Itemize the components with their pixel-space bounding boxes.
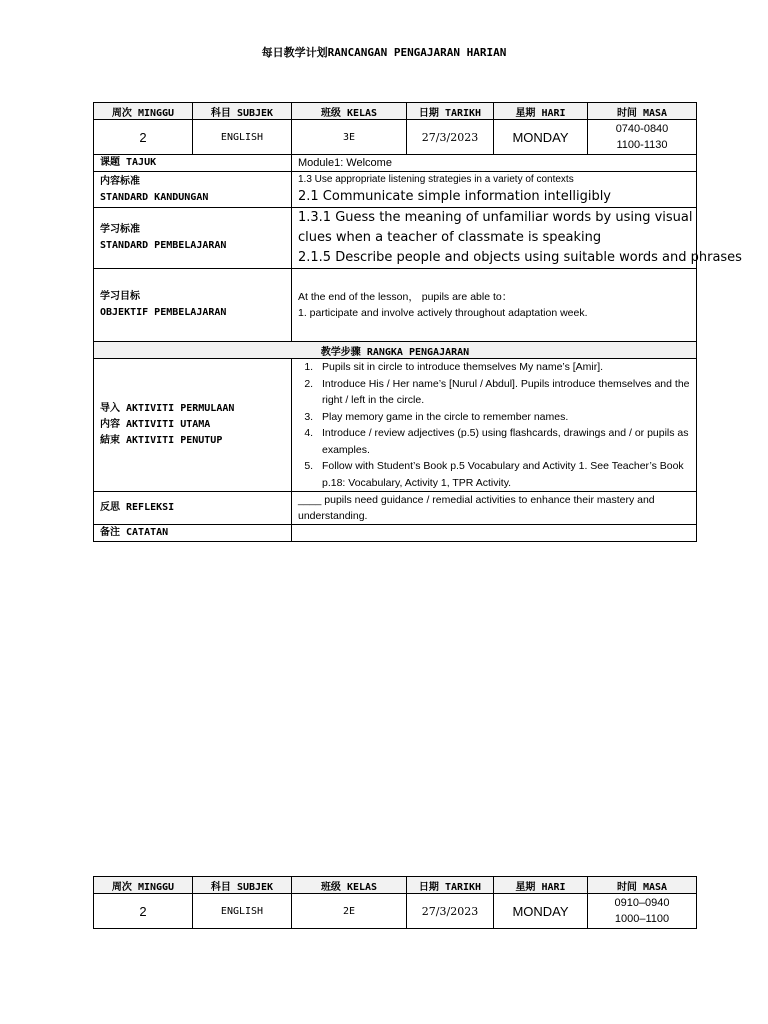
- objektif-label: [94, 269, 292, 342]
- header-kelas: 班级 KELAS: [292, 103, 407, 120]
- tajuk-row: [94, 155, 697, 172]
- lesson-plan-table: [93, 102, 742, 542]
- refleksi-value: ____ pupils need guidance / remedial activities to enhance their mastery and understanding.: [292, 492, 697, 525]
- pembelajaran-label-ms: STANDARD PEMBELAJARAN: [100, 240, 227, 251]
- pembelajaran-line-2: 2.1.5 Describe people and objects using suitable words and phrases: [298, 250, 742, 265]
- kandungan-row: [94, 172, 697, 208]
- objektif-label-cn: 学习目标: [100, 291, 140, 302]
- header-tarikh: 日期 TARIKH: [407, 103, 494, 120]
- minggu-value: 2: [94, 120, 193, 155]
- objektif-content: [292, 269, 697, 342]
- rangka-header: 教学步骤 RANGKA PENGAJARAN: [94, 342, 697, 359]
- rangka-row: [94, 342, 697, 359]
- masa-value: [588, 120, 697, 155]
- kandungan-label: [94, 172, 292, 208]
- objektif-line-2: 1. participate and involve actively throughout adaptation week.: [298, 307, 588, 319]
- hari-value: MONDAY: [494, 120, 588, 155]
- tarikh-value: 27/3/2023: [407, 894, 494, 929]
- aktiviti-label: [94, 359, 292, 492]
- aktiviti-step: 1. Pupils sit in circle to introduce themselves My name’s [Amir].: [316, 359, 696, 376]
- header-hari: 星期 HARI: [494, 103, 588, 120]
- header-minggu: 周次 MINGGU: [94, 103, 193, 120]
- kelas-value: 3E: [292, 120, 407, 155]
- kelas-value: 2E: [292, 894, 407, 929]
- kandungan-line-1: 1.3 Use appropriate listening strategies in a variety of contexts: [298, 173, 574, 185]
- aktiviti-row: [94, 359, 697, 492]
- refleksi-label: 反思 REFLEKSI: [94, 492, 292, 525]
- pembelajaran-row: [94, 208, 697, 269]
- masa-slot-1: 0910–0940: [614, 897, 670, 909]
- header-subjek: 科目 SUBJEK: [193, 877, 292, 894]
- masa-slot-1: 0740-0840: [615, 123, 669, 135]
- kandungan-label-ms: STANDARD KANDUNGAN: [100, 191, 209, 203]
- document-title: 每日教学计划RANCANGAN PENGAJARAN HARIAN: [261, 46, 507, 59]
- minggu-value: 2: [94, 894, 193, 929]
- catatan-label: 备注 CATATAN: [94, 525, 292, 542]
- header-masa: 时间 MASA: [588, 103, 697, 120]
- tarikh-value: 27/3/2023: [407, 120, 494, 155]
- catatan-row: [94, 525, 697, 542]
- aktiviti-label-penutup: 結束 AKTIVITI PENUTUP: [100, 435, 223, 446]
- catatan-value: [292, 525, 697, 542]
- tajuk-label: 课题 TAJUK: [94, 155, 292, 172]
- masa-slot-2: 1100-1130: [616, 139, 668, 151]
- pembelajaran-line-1: 1.3.1 Guess the meaning of unfamiliar words by using visual clues when a teacher of classmate is speaking: [298, 210, 693, 245]
- aktiviti-steps: [296, 359, 696, 491]
- kandungan-label-cn: 内容标准: [100, 175, 140, 187]
- objektif-line-1: At the end of the lesson， pupils are able to：: [298, 291, 513, 303]
- aktiviti-label-utama: 内容 AKTIVITI UTAMA: [100, 419, 211, 430]
- objektif-row: [94, 269, 697, 342]
- hari-value: MONDAY: [494, 894, 588, 929]
- header-row: [94, 877, 697, 894]
- header-subjek: 科目 SUBJEK: [193, 103, 292, 120]
- kandungan-line-2: 2.1 Communicate simple information intelligibly: [298, 188, 612, 204]
- masa-value: [588, 894, 697, 929]
- subjek-value: ENGLISH: [193, 894, 292, 929]
- pembelajaran-content: [292, 208, 742, 269]
- aktiviti-step: 3. Play memory game in the circle to remember names.: [316, 409, 696, 426]
- header-row: [94, 103, 697, 120]
- objektif-label-ms: OBJEKTIF PEMBELAJARAN: [100, 307, 227, 318]
- aktiviti-step: 2. Introduce His / Her name’s [Nurul / Abdul]. Pupils introduce themselves and the right / left in the circle.: [316, 376, 696, 409]
- kandungan-content: [292, 172, 697, 208]
- subjek-value: ENGLISH: [193, 120, 292, 155]
- tajuk-value: Module1: Welcome: [292, 155, 697, 172]
- pembelajaran-label-cn: 学习标准: [100, 224, 140, 235]
- aktiviti-step: 5. Follow with Student’s Book p.5 Vocabulary and Activity 1. See Teacher’s Book p.18: Vocabulary, Activity 1, TPR Activity.: [316, 458, 696, 491]
- aktiviti-step: 4. Introduce / review adjectives (p.5) using flashcards, drawings and / or pupils as examples.: [316, 425, 696, 458]
- masa-slot-2: 1000–1100: [614, 913, 670, 925]
- header-minggu: 周次 MINGGU: [94, 877, 193, 894]
- header-hari: 星期 HARI: [494, 877, 588, 894]
- values-row: [94, 120, 697, 155]
- pembelajaran-label: [94, 208, 292, 269]
- header-kelas: 班级 KELAS: [292, 877, 407, 894]
- refleksi-row: [94, 492, 697, 525]
- header-masa: 时间 MASA: [588, 877, 697, 894]
- values-row: [94, 894, 697, 929]
- aktiviti-label-permulaan: 导入 AKTIVITI PERMULAAN: [100, 403, 235, 414]
- aktiviti-content: [292, 359, 697, 492]
- header-tarikh: 日期 TARIKH: [407, 877, 494, 894]
- lesson-plan-table-2: [93, 876, 697, 929]
